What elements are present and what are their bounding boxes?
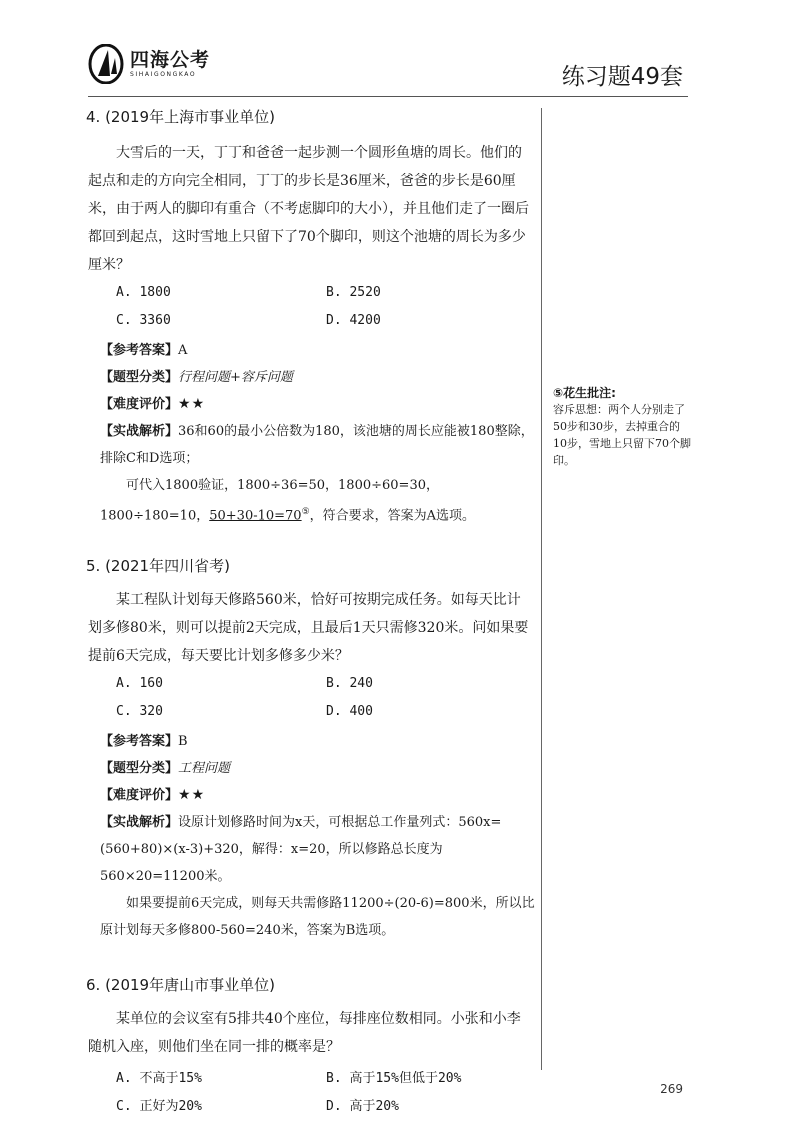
analysis-text: 如果要提前6天完成，则每天共需修路11200÷(20-6)=800米，所以比原计划每天多修800-560=240米，答案为B选项。 bbox=[100, 896, 535, 939]
footnote-marker: ⑤ bbox=[301, 507, 310, 517]
page-number: 269 bbox=[660, 1082, 683, 1096]
option-list bbox=[86, 672, 536, 728]
side-note-text: 容斥思想：两个人分别走了50步和30步，去掉重合的10步，雪地上只留下70个脚印。 bbox=[553, 403, 691, 467]
difficulty-stars: ★★ bbox=[178, 396, 206, 412]
analysis-text: 可代入1800验证，1800÷36=50，1800÷60=30，1800÷180=10， bbox=[100, 478, 439, 524]
option-a: A. 1800 bbox=[116, 285, 171, 300]
analysis-paragraph bbox=[86, 418, 536, 472]
option-c: C. 320 bbox=[116, 704, 163, 720]
question-5 bbox=[86, 555, 536, 944]
page-header bbox=[0, 0, 800, 100]
difficulty-label: 【难度评价】 bbox=[100, 397, 179, 412]
question-heading: 4. (2019年上海市事业单位) bbox=[86, 108, 275, 126]
logo bbox=[88, 44, 210, 84]
difficulty-stars: ★★ bbox=[178, 787, 206, 804]
type-value: 工程问题 bbox=[178, 761, 231, 777]
question-text: 某单位的会议室有5排共40个座位，每排座位数相同。小张和小李随机入座，则他们坐在同一排的概率是？ bbox=[88, 1011, 521, 1056]
header-divider bbox=[88, 96, 688, 97]
answer-row bbox=[86, 337, 536, 364]
logo-text-en: SIHAIGONGKAO bbox=[130, 71, 197, 78]
difficulty-label: 【难度评价】 bbox=[100, 788, 179, 804]
type-label: 【题型分类】 bbox=[100, 370, 179, 385]
answer-value: A bbox=[178, 343, 188, 358]
analysis-text: ，符合要求，答案为A选项。 bbox=[309, 508, 476, 524]
type-row bbox=[86, 364, 536, 391]
analysis-text: 设原计划修路时间为x天，可根据总工作量列式：560x=(560+80)×(x-3)+320，解得：x=20，所以修路总长度为560×20=11200米。 bbox=[100, 815, 502, 885]
option-d: D. 4200 bbox=[326, 313, 381, 328]
difficulty-row bbox=[86, 782, 536, 809]
question-4 bbox=[86, 106, 536, 529]
option-a: A. 160 bbox=[116, 676, 163, 692]
option-b: B. 高于15%但低于20% bbox=[326, 1071, 462, 1087]
option-c: C. 3360 bbox=[116, 313, 171, 328]
analysis-paragraph-2 bbox=[86, 472, 536, 529]
underlined-formula: 50+30-10=70 bbox=[209, 508, 302, 524]
margin-divider bbox=[541, 108, 542, 1070]
main-content bbox=[86, 104, 536, 1119]
analysis-text: 36和60的最小公倍数为180，该池塘的周长应能被180整除，排除C和D选项； bbox=[100, 424, 534, 466]
difficulty-row bbox=[86, 391, 536, 418]
analysis-label: 【实战解析】 bbox=[100, 424, 179, 439]
answer-label: 【参考答案】 bbox=[100, 734, 179, 750]
question-heading: 6. (2019年唐山市事业单位) bbox=[86, 976, 275, 995]
option-a: A. 不高于15% bbox=[116, 1071, 202, 1087]
question-text: 大雪后的一天，丁丁和爸爸一起步测一个圆形鱼塘的周长。他们的起点和走的方向完全相同，丁丁的步长是36厘米，爸爸的步长是60厘米，由于两人的脚印有重合（不考虑脚印的大小），并且他们走了一圈后都回到起点，这时雪地上只留下了70个脚印，则这个池塘的周长为多少厘米？ bbox=[88, 145, 529, 273]
option-c: C. 正好为20% bbox=[116, 1099, 202, 1115]
question-6 bbox=[86, 974, 536, 1119]
option-b: B. 2520 bbox=[326, 285, 381, 300]
option-list bbox=[86, 281, 536, 337]
analysis-paragraph bbox=[86, 809, 536, 890]
analysis-label: 【实战解析】 bbox=[100, 815, 179, 831]
analysis-paragraph-2 bbox=[86, 890, 536, 944]
type-label: 【题型分类】 bbox=[100, 761, 179, 777]
type-value: 行程问题+容斥问题 bbox=[178, 370, 293, 385]
option-d: D. 高于20% bbox=[326, 1099, 399, 1115]
page-title: 练习题49套 bbox=[561, 64, 683, 90]
answer-label: 【参考答案】 bbox=[100, 343, 179, 358]
answer-row bbox=[86, 728, 536, 755]
type-row bbox=[86, 755, 536, 782]
side-note-title: ⑤花生批注: bbox=[553, 386, 616, 400]
question-text: 某工程队计划每天修路560米，恰好可按期完成任务。如每天比计划多修80米，则可以提前2天完成，且最后1天只需修320米。问如果要提前6天完成，每天要比计划多修多少米？ bbox=[88, 592, 529, 665]
side-note bbox=[553, 384, 693, 469]
option-d: D. 400 bbox=[326, 704, 373, 720]
option-b: B. 240 bbox=[326, 676, 373, 692]
question-heading: 5. (2021年四川省考) bbox=[86, 557, 230, 576]
sail-logo-icon bbox=[88, 44, 124, 84]
option-list bbox=[86, 1063, 536, 1119]
logo-text-cn: 四海公考 bbox=[130, 49, 211, 71]
answer-value: B bbox=[178, 734, 188, 750]
